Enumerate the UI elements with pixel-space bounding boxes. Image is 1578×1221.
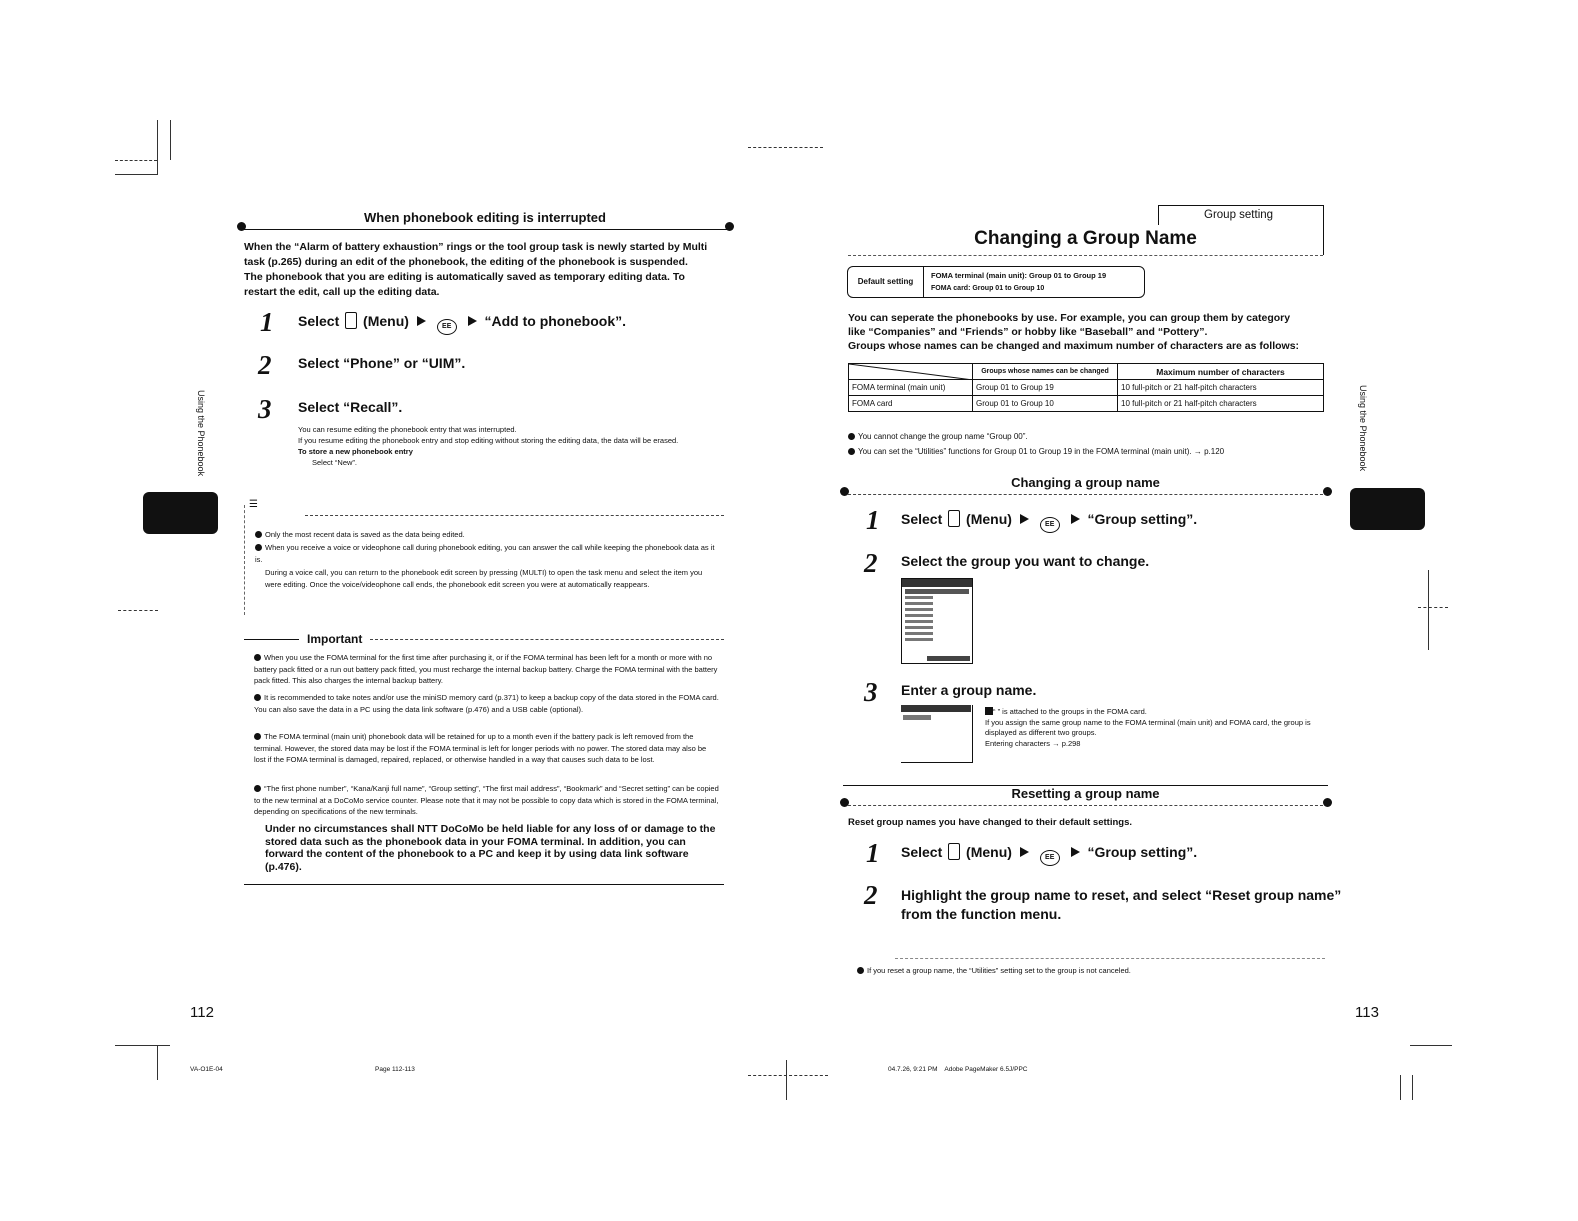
footer-info: 04.7.26, 9:21 PM Adobe PageMaker 6.5J/PPC [888,1066,1028,1073]
heading-bullet [1323,487,1332,496]
table-cell: Group 01 to Group 19 [973,380,1118,396]
note-line: If you assign the same group name to the FOMA terminal (main unit) and FOMA card, the group is displayed as different two groups. [985,717,1311,737]
table-row [849,396,1324,412]
crop-mark [115,174,157,175]
crop-mark [1412,1075,1413,1100]
settings-icon: EE [437,319,457,335]
intro-paragraph: When the “Alarm of battery exhaustion” rings or the tool group task is newly started by Multi task (p.265) during an edit of the phonebook, the editing of the phonebook is suspended. The phonebook that you are editing is automatically saved as temporary editing data. To restart the edit, call up the editing data. [244,241,708,298]
crop-mark [1418,607,1448,608]
section-heading-text: Changing a group name [1011,475,1160,490]
step-notes [298,424,718,468]
step-menu-label: (Menu) [966,511,1012,527]
bullet-icon [857,967,864,974]
info-item: During a voice call, you can return to the phonebook edit screen by pressing (MULTI) to open the task menu and select the item you were editing. Once the voice/videophone call ends, the phonebook edit screen you were at automatically reappears. [265,568,703,589]
divider [305,515,724,516]
step-number: 3 [864,677,878,707]
side-label: Using the Phonebook [196,390,206,477]
section-heading-resetting [843,786,1328,806]
section-heading-text: When phonebook editing is interrupted [364,210,606,225]
note-item: You can set the “Utilities” functions for Group 01 to Group 19 in the FOMA terminal (main unit). → p.120 [848,444,1328,459]
note-line: “ ” is attached to the groups in the FOMA card. [985,707,1325,718]
side-tab [143,492,218,534]
step-target: “Group setting”. [1087,844,1198,860]
arrow-icon [1020,514,1029,524]
intro-line: You can seperate the phonebooks by use. For example, you can group them by category [848,312,1291,324]
step-number: 3 [258,394,272,424]
note-line: Select “New”. [312,458,358,467]
header-tag-text: Group setting [1204,209,1274,221]
menu-key-icon [948,510,960,527]
crop-mark [1410,1045,1452,1046]
step-menu-label: (Menu) [966,844,1012,860]
settings-icon: EE [1040,850,1060,866]
intro-line: Groups whose names can be changed and maximum number of characters are as follows: [848,340,1300,352]
screen-titlebar [901,705,971,712]
step-text [901,886,1341,924]
crop-mark [786,1060,787,1100]
bullet-icon [255,544,262,551]
settings-icon: EE [1040,517,1060,533]
step-number: 2 [864,548,878,578]
diagonal-line [849,364,973,380]
page-number: 112 [190,1004,214,1021]
group-intro [848,311,1328,353]
crop-mark [157,120,158,175]
table-cell: 10 full-pitch or 21 half-pitch characters [1118,380,1324,396]
crop-mark [157,1045,158,1080]
footer-code: VA-O1E-04 [190,1066,223,1073]
step-select: Select [298,313,340,329]
crop-mark [1400,1075,1401,1100]
intro-line: like “Companies” and “Friends” or hobby like “Baseball” and “Pottery”. [848,326,1208,338]
step-text [901,843,1197,866]
divider [895,958,1325,959]
divider [370,639,724,640]
table-row [849,380,1324,396]
crop-mark [748,1075,828,1076]
crop-mark [170,120,171,160]
step-target: “Group setting”. [1087,511,1198,527]
step-line: Highlight the group name to reset, and select “Reset group name” [901,887,1342,903]
heading-bullet [725,222,734,231]
table-header-cell: Maximum number of characters [1118,364,1324,380]
table-header-cell: Groups whose names can be changed [973,364,1118,380]
crop-mark [1428,570,1429,650]
note-line: To store a new phonebook entry [298,447,413,456]
note-line: You can resume editing the phonebook entry that was interrupted. [298,425,517,434]
bullet-icon [254,694,261,701]
crop-mark [115,1045,170,1046]
menu-key-icon [345,312,357,329]
important-item: When you use the FOMA terminal for the first time after purchasing it, or if the FOMA terminal has been left for a month or more with no battery pack fitted or a run out battery pack fitted, you must recharge the internal backup battery. Charge the FOMA terminal with the battery pack fitted. This also charges the internal backup battery. [254,653,718,685]
table-header-cell [849,364,973,380]
step-number: 1 [866,838,880,868]
default-line: FOMA terminal (main unit): Group 01 to Group 19 [931,271,1107,280]
title-box [848,226,1323,256]
step-number: 2 [258,350,272,380]
important-item: “The first phone number”, “Kana/Kanji full name”, “Group setting”, “The first mail address”, “Bookmark” and “Secret setting” can be copied to the new terminal at a DoCoMo service counter. Please note that it may not be possible to copy data which is stored in the FOMA terminal, depending on specifications of the new terminals. [254,784,719,816]
bullet-icon [255,531,262,538]
arrow-icon [468,316,477,326]
fomacard-icon [985,707,993,715]
info-item: Only the most recent data is saved as the data being edited. [255,529,715,541]
step-text: Select “Phone” or “UIM”. [298,355,466,371]
reset-intro: Reset group names you have changed to their default settings. [848,817,1132,828]
side-label: Using the Phonebook [1358,385,1368,472]
step-notes [985,707,1325,749]
table-cell: Group 01 to Group 10 [973,396,1118,412]
info-icon: ☰ [249,499,257,510]
crop-mark [118,610,158,611]
step-target: “Add to phonebook”. [484,313,627,329]
phone-screen-group-list [901,578,973,664]
page-title: Changing a Group Name [974,228,1197,249]
screen-softkeys [927,656,970,661]
table-cell: FOMA terminal (main unit) [849,380,973,396]
section-heading-interrupted [240,210,730,230]
section-heading-text: Resetting a group name [1011,786,1160,801]
step-text: Select the group you want to change. [901,553,1150,569]
crop-mark [748,147,823,148]
important-box [244,630,724,885]
default-line: FOMA card: Group 01 to Group 10 [931,285,1045,292]
note-line: Entering characters → p.298 [985,738,1081,748]
page-number: 113 [1355,1004,1379,1021]
note-item: You cannot change the group name “Group 00”. [848,429,1328,444]
menu-key-icon [948,843,960,860]
footer-pages: Page 112-113 [375,1066,415,1073]
phone-screen-name-entry [901,705,973,763]
step-text [901,510,1197,533]
default-setting-label: Default setting [848,267,924,297]
bullet-icon [254,733,261,740]
screen-titlebar [902,579,972,587]
bullet-icon [254,654,261,661]
arrow-icon [1020,847,1029,857]
group-table [848,363,1324,412]
step-menu-label: (Menu) [363,313,409,329]
group-notes [848,429,1328,459]
divider [244,639,299,640]
step-number: 1 [866,505,880,535]
bullet-icon [254,785,261,792]
screen-list [902,587,972,646]
screen-input [903,715,931,720]
table-cell: 10 full-pitch or 21 half-pitch characters [1118,396,1324,412]
important-title: Important [307,632,363,646]
step-number: 1 [260,307,274,337]
important-bold-text: Under no circumstances shall NTT DoCoMo be held liable for any loss of or damage to the stored data such as the phonebook data in your FOMA terminal. In addition, you can forward the content of the phonebook to a PC and keep it by using data link software (p.476). [265,823,716,873]
step-number: 2 [864,880,878,910]
important-item: It is recommended to take notes and/or use the miniSD memory card (p.371) to keep a backup copy of the data stored in the FOMA card. You can also save the data in a PC using the data link software (p.476) and a USB cable (optional). [254,693,719,714]
default-setting-box [847,266,1145,298]
table-header-row [849,364,1324,380]
bullet-icon [848,433,855,440]
step-text: Select “Recall”. [298,399,403,415]
step-line: from the function menu. [901,906,1062,922]
arrow-icon [1071,847,1080,857]
header-tag [1158,205,1324,225]
step-text [298,312,626,335]
arrow-icon [1071,514,1080,524]
heading-bullet [1323,798,1332,807]
table-cell: FOMA card [849,396,973,412]
info-item: When you receive a voice or videophone call during phonebook editing, you can answer the call while keeping the phonebook data as it is. [255,543,715,564]
step-text: Enter a group name. [901,682,1037,698]
section-heading-changing [843,475,1328,495]
note-line: If you resume editing the phonebook entry and stop editing without storing the editing data, the data will be erased. [298,436,679,445]
important-item: The FOMA terminal (main unit) phonebook data will be retained for up to a month even if the battery pack is left removed from the terminal. However, the stored data may be lost if the FOMA terminal is left for longer periods with no power. The stored data may also be lost if the FOMA terminal is damaged, repaired, replaced, or otherwise handled in a way that causes such data to be lost. [254,732,707,764]
step-select: Select [901,511,943,527]
reset-note: If you reset a group name, the “Utilities” setting set to the group is not canceled. [857,965,1327,977]
tag-rule [1323,205,1324,255]
side-tab [1350,488,1425,530]
crop-mark [115,160,157,161]
info-box [244,499,724,615]
bullet-icon [848,448,855,455]
step-select: Select [901,844,943,860]
arrow-icon [417,316,426,326]
